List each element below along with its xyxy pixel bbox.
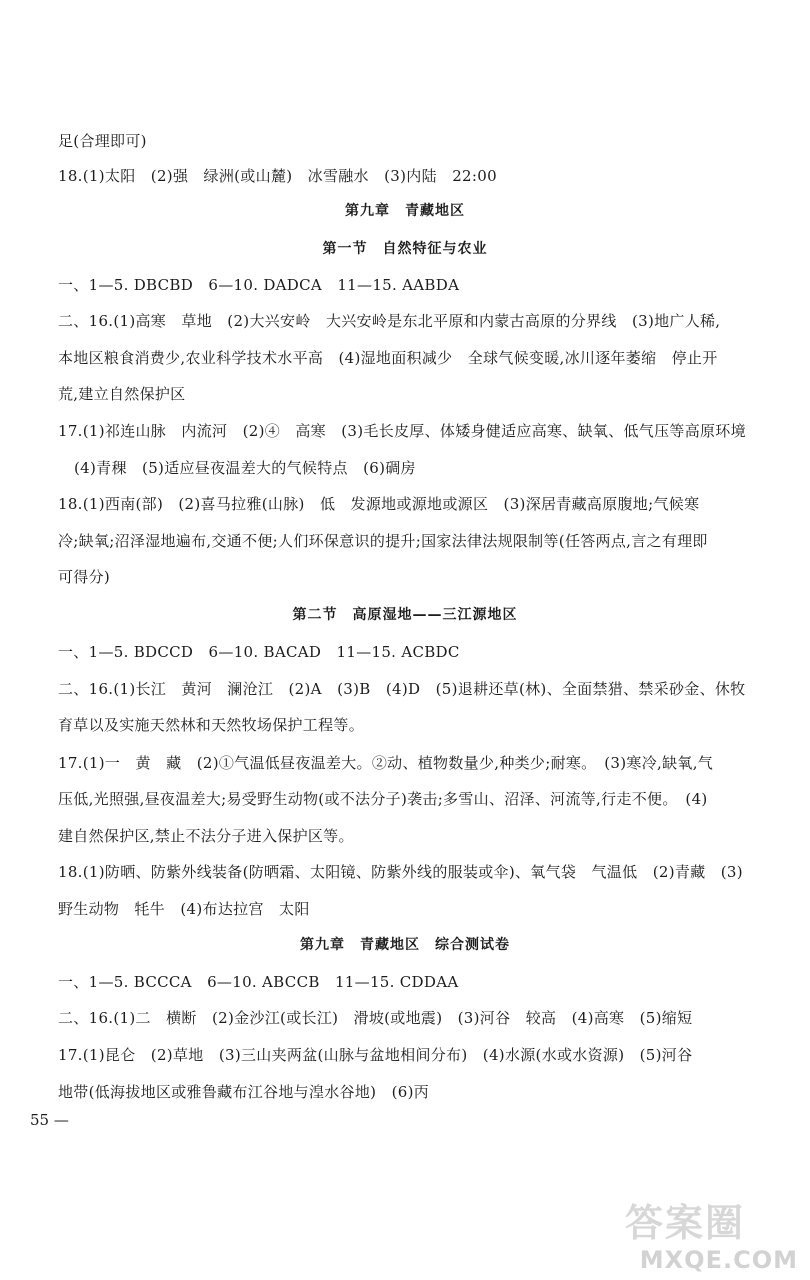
text-line: 冷;缺氧;沼泽湿地遍布,交通不便;人们环保意识的提升;国家法律法规限制等(任答两点,言之有理即 <box>58 532 708 550</box>
text-line: 18.(1)西南(部) (2)喜马拉雅(山脉) 低 发源地或源地或源区 (3)深居青藏高原腹地;气候寒 <box>58 495 700 513</box>
watermark-logo <box>625 1190 800 1278</box>
chapter-heading: 第九章 青藏地区 综合测试卷 <box>300 937 510 953</box>
section-heading: 第一节 自然特征与农业 <box>322 241 488 257</box>
text-line: 荒,建立自然保护区 <box>58 385 186 403</box>
text-line: 17.(1)祁连山脉 内流河 (2)④ 高寒 (3)毛长皮厚、体矮身健适应高寒、缺氧、低气压等高原环境 <box>58 422 746 440</box>
text-line: 建自然保护区,禁止不法分子进入保护区等。 <box>58 827 354 845</box>
text-line: 足(合理即可) <box>58 132 147 150</box>
text-line: 一、1—5. BDCCD 6—10. BACAD 11—15. ACBDC <box>58 643 460 661</box>
text-line: 18.(1)太阳 (2)强 绿洲(或山麓) 冰雪融水 (3)内陆 22:00 <box>58 167 497 185</box>
text-line: 二、16.(1)高寒 草地 (2)大兴安岭 大兴安岭是东北平原和内蒙古高原的分界线 (3)地广人稀, <box>58 312 721 330</box>
text-line: 育草以及实施天然林和天然牧场保护工程等。 <box>58 716 365 734</box>
text-line: 二、16.(1)长江 黄河 澜沧江 (2)A (3)B (4)D (5)退耕还草(林)、全面禁猎、禁采砂金、休牧 <box>58 680 746 698</box>
section-heading: 第二节 高原湿地——三江源地区 <box>292 607 518 623</box>
text-line: 18.(1)防晒、防紫外线装备(防晒霜、太阳镜、防紫外线的服装或伞)、氧气袋 气温低 (2)青藏 (3) <box>58 863 743 881</box>
text-line: 可得分) <box>58 568 111 586</box>
text-line: 17.(1)昆仑 (2)草地 (3)三山夹两盆(山脉与盆地相间分布) (4)水源(水或水资源) (5)河谷 <box>58 1046 693 1064</box>
text-line: 一、1—5. BCCCA 6—10. ABCCB 11—15. CDDAA <box>58 973 459 991</box>
watermark-url: MXQE.COM <box>639 1246 798 1274</box>
text-line: 地带(低海拔地区或雅鲁藏布江谷地与湟水谷地) (6)丙 <box>58 1083 430 1101</box>
text-line: 17.(1)一 黄 藏 (2)①气温低昼夜温差大。②动、植物数量少,种类少;耐寒。 (3)寒冷,缺氧,气 <box>58 754 714 772</box>
text-line: 一、1—5. DBCBD 6—10. DADCA 11—15. AABDA <box>58 276 460 294</box>
text-line: 二、16.(1)二 横断 (2)金沙江(或长江) 滑坡(或地震) (3)河谷 较高 (4)高寒 (5)缩短 <box>58 1009 693 1027</box>
watermark-text: 答案圈 <box>625 1201 746 1245</box>
text-line: 本地区粮食消费少,农业科学技术水平高 (4)湿地面积减少 全球气候变暖,冰川逐年萎缩 停止开 <box>58 349 718 367</box>
page-number: 55 — <box>30 1111 69 1129</box>
text-line: (4)青稞 (5)适应昼夜温差大的气候特点 (6)碉房 <box>74 459 416 477</box>
text-line: 野生动物 牦牛 (4)布达拉宫 太阳 <box>58 900 310 918</box>
chapter-heading: 第九章 青藏地区 <box>345 203 465 219</box>
text-line: 压低,光照强,昼夜温差大;易受野生动物(或不法分子)袭击;多雪山、沼泽、河流等,行走不便。 (4) <box>58 790 708 808</box>
